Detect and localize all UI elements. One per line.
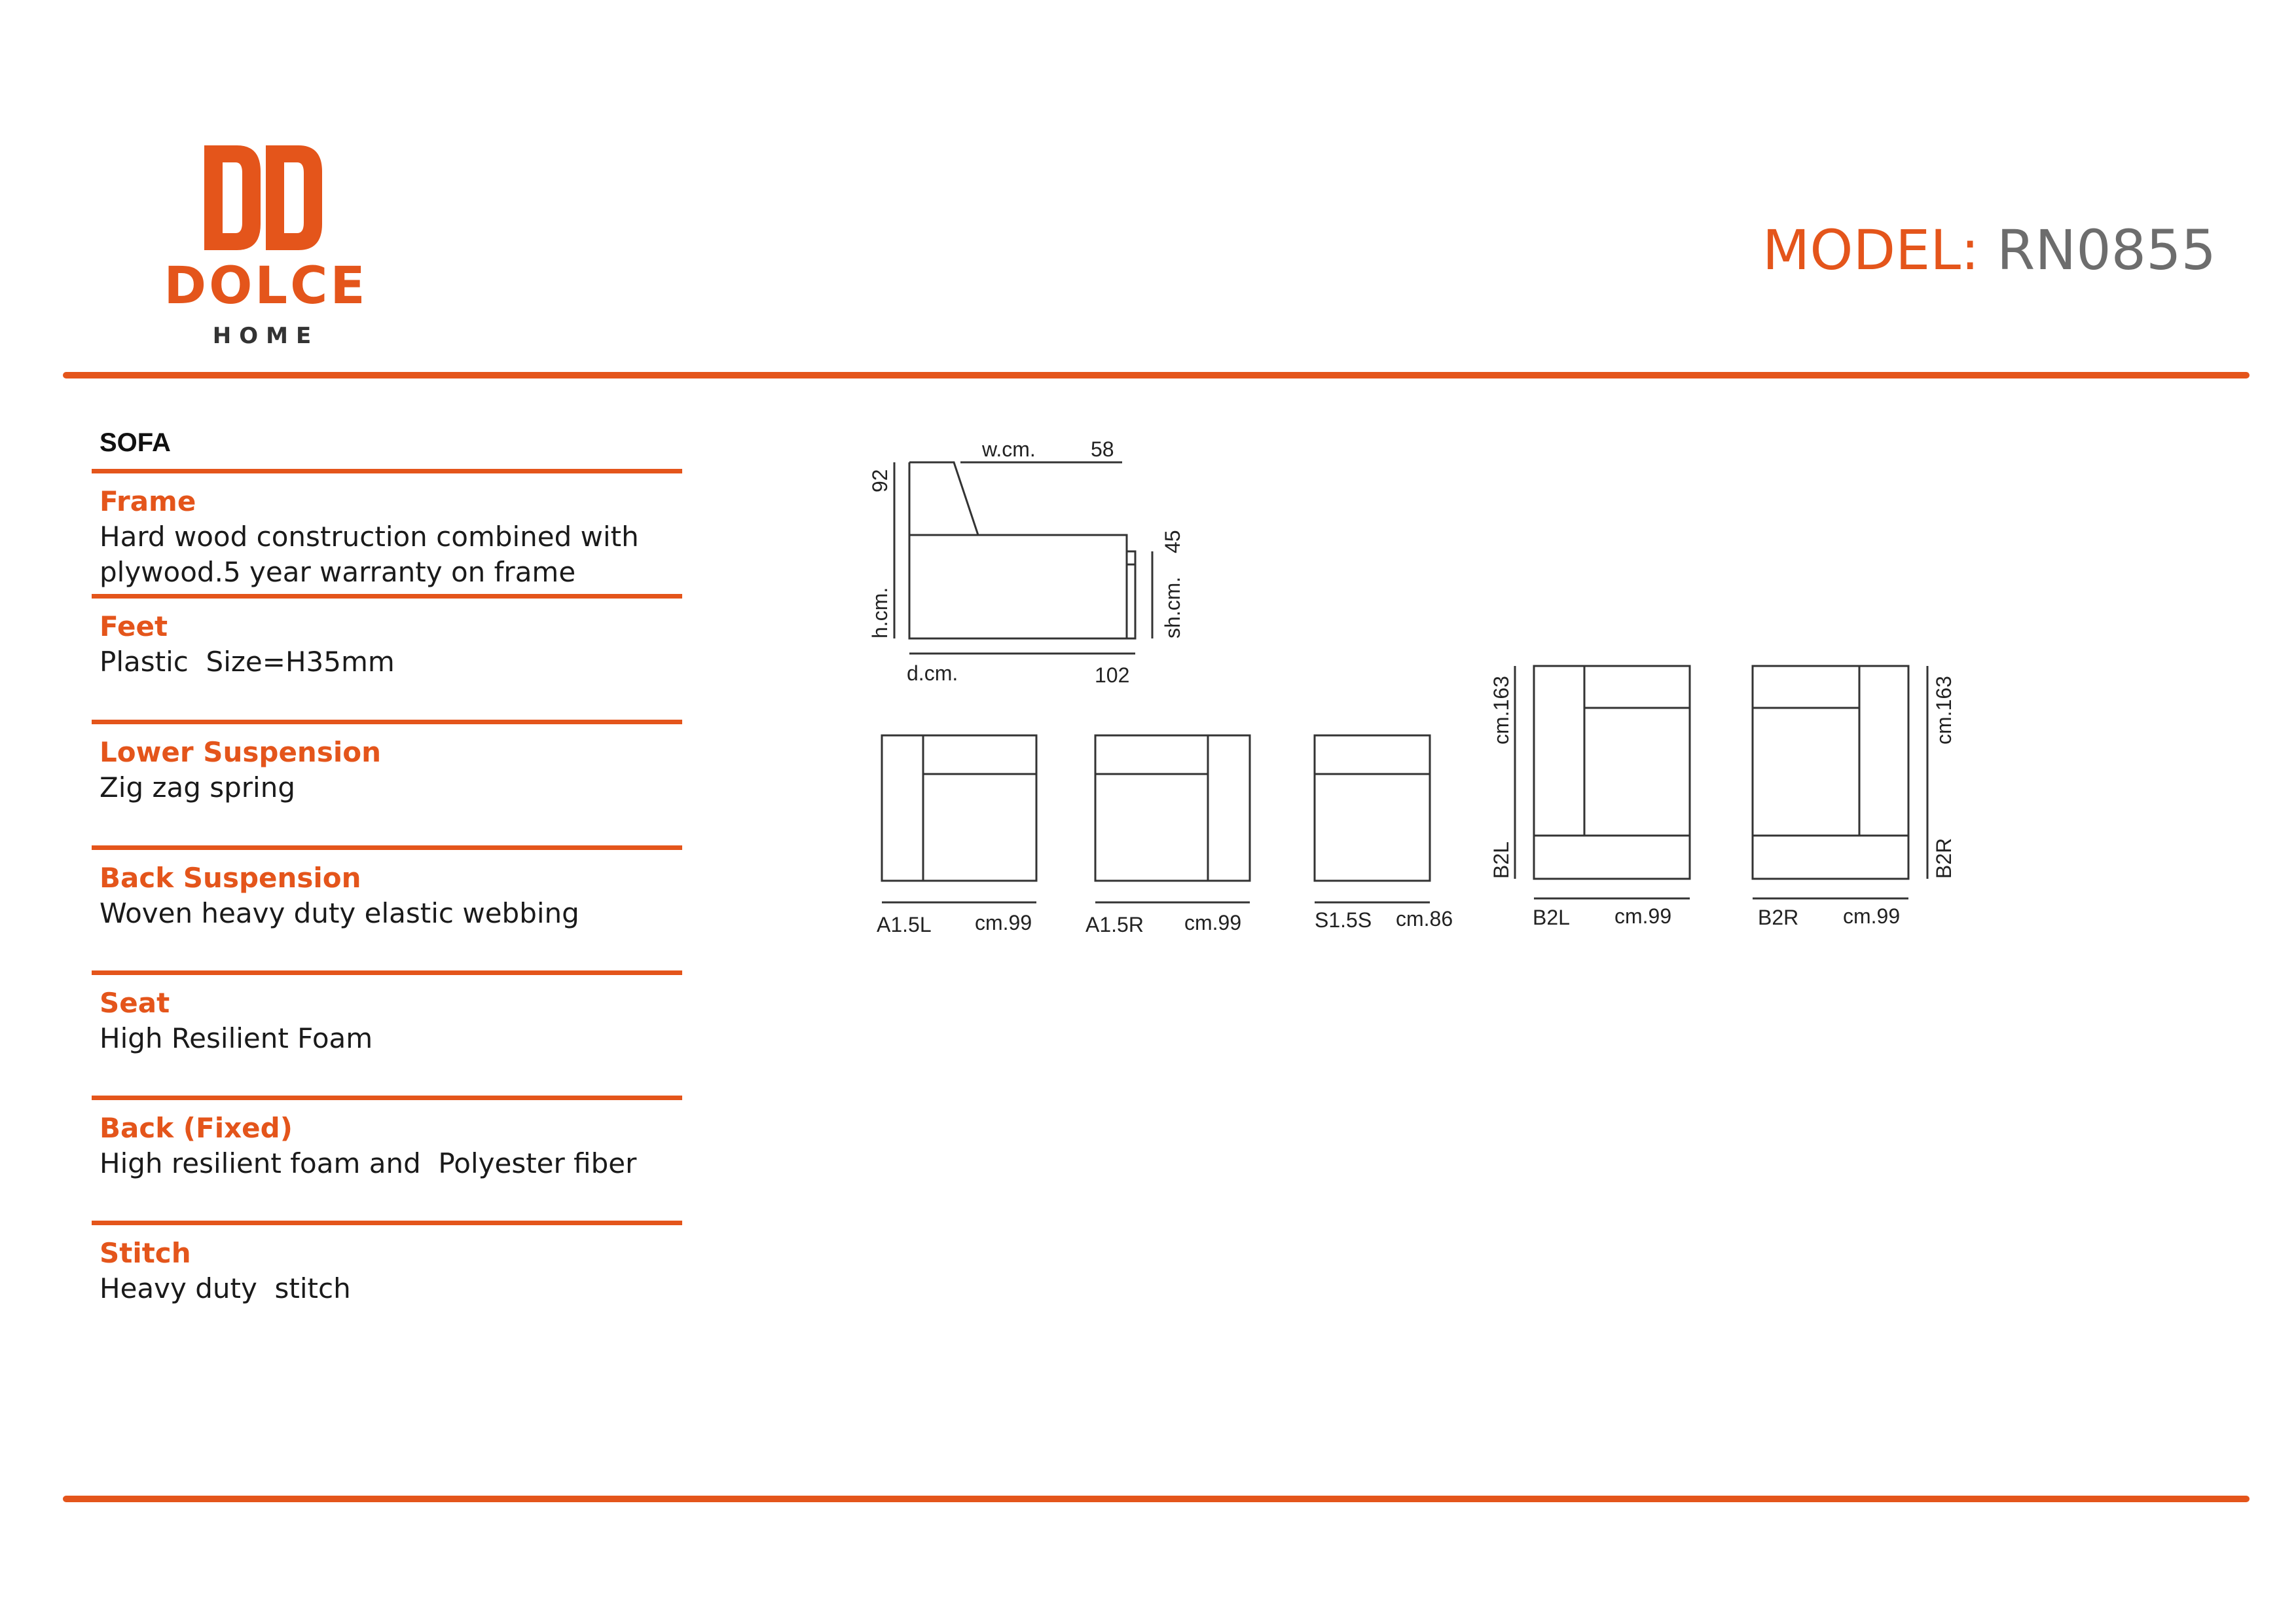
spec-detail: Zig zag spring <box>100 771 296 804</box>
spec-detail: High Resilient Foam <box>100 1022 373 1055</box>
depth-value: 102 <box>1095 663 1130 687</box>
brand-subtitle: HOME <box>212 323 319 349</box>
model-label: MODEL: <box>1762 218 1980 282</box>
module-code: A1.5R <box>1085 913 1144 936</box>
module-size: cm.86 <box>1396 907 1453 931</box>
section-title: SOFA <box>100 428 171 457</box>
spec-heading: Back (Fixed) <box>100 1112 293 1144</box>
module-side-code: B2L <box>1489 841 1513 879</box>
width-value: 58 <box>1091 437 1114 461</box>
module-s15s-drawing <box>1315 735 1430 902</box>
height-value: 92 <box>868 469 892 492</box>
module-b2r-drawing <box>1753 666 1927 898</box>
height-label: h.cm. <box>868 587 892 638</box>
module-code: B2L <box>1533 906 1570 929</box>
spec-detail: High resilient foam and Polyester fiber <box>100 1147 637 1180</box>
sofa-side-profile <box>894 462 1152 654</box>
model-number: RN0855 <box>1997 218 2216 282</box>
module-side-size: cm.163 <box>1932 676 1956 745</box>
width-label: w.cm. <box>982 437 1036 461</box>
seat-height-value: 45 <box>1161 530 1184 553</box>
module-b2l-drawing <box>1515 666 1690 898</box>
depth-label: d.cm. <box>907 661 958 685</box>
module-a15l-drawing <box>882 735 1036 902</box>
module-side-code: B2R <box>1932 838 1956 879</box>
module-code: A1.5L <box>877 913 932 936</box>
module-size: cm.99 <box>975 911 1032 934</box>
module-size: cm.99 <box>1843 904 1901 928</box>
spec-heading: Lower Suspension <box>100 736 381 768</box>
spec-heading: Stitch <box>100 1237 191 1269</box>
spec-detail: Woven heavy duty elastic webbing <box>100 897 579 930</box>
module-size: cm.99 <box>1184 911 1242 934</box>
spec-detail: Heavy duty stitch <box>100 1272 351 1305</box>
seat-height-label: sh.cm. <box>1161 576 1184 638</box>
spec-detail: Hard wood construction combined with plywood.5 year warranty on frame <box>100 521 639 589</box>
module-size: cm.99 <box>1614 904 1672 928</box>
module-code: B2R <box>1758 906 1799 929</box>
module-code: S1.5S <box>1315 908 1372 932</box>
brand-name: DOLCE <box>164 257 368 316</box>
module-side-size: cm.163 <box>1489 676 1513 745</box>
spec-detail: Plastic Size=H35mm <box>100 646 395 678</box>
module-a15r-drawing <box>1095 735 1250 902</box>
spec-heading: Seat <box>100 987 170 1019</box>
spec-heading: Back Suspension <box>100 862 361 894</box>
spec-heading: Feet <box>100 610 168 642</box>
spec-heading: Frame <box>100 485 196 517</box>
